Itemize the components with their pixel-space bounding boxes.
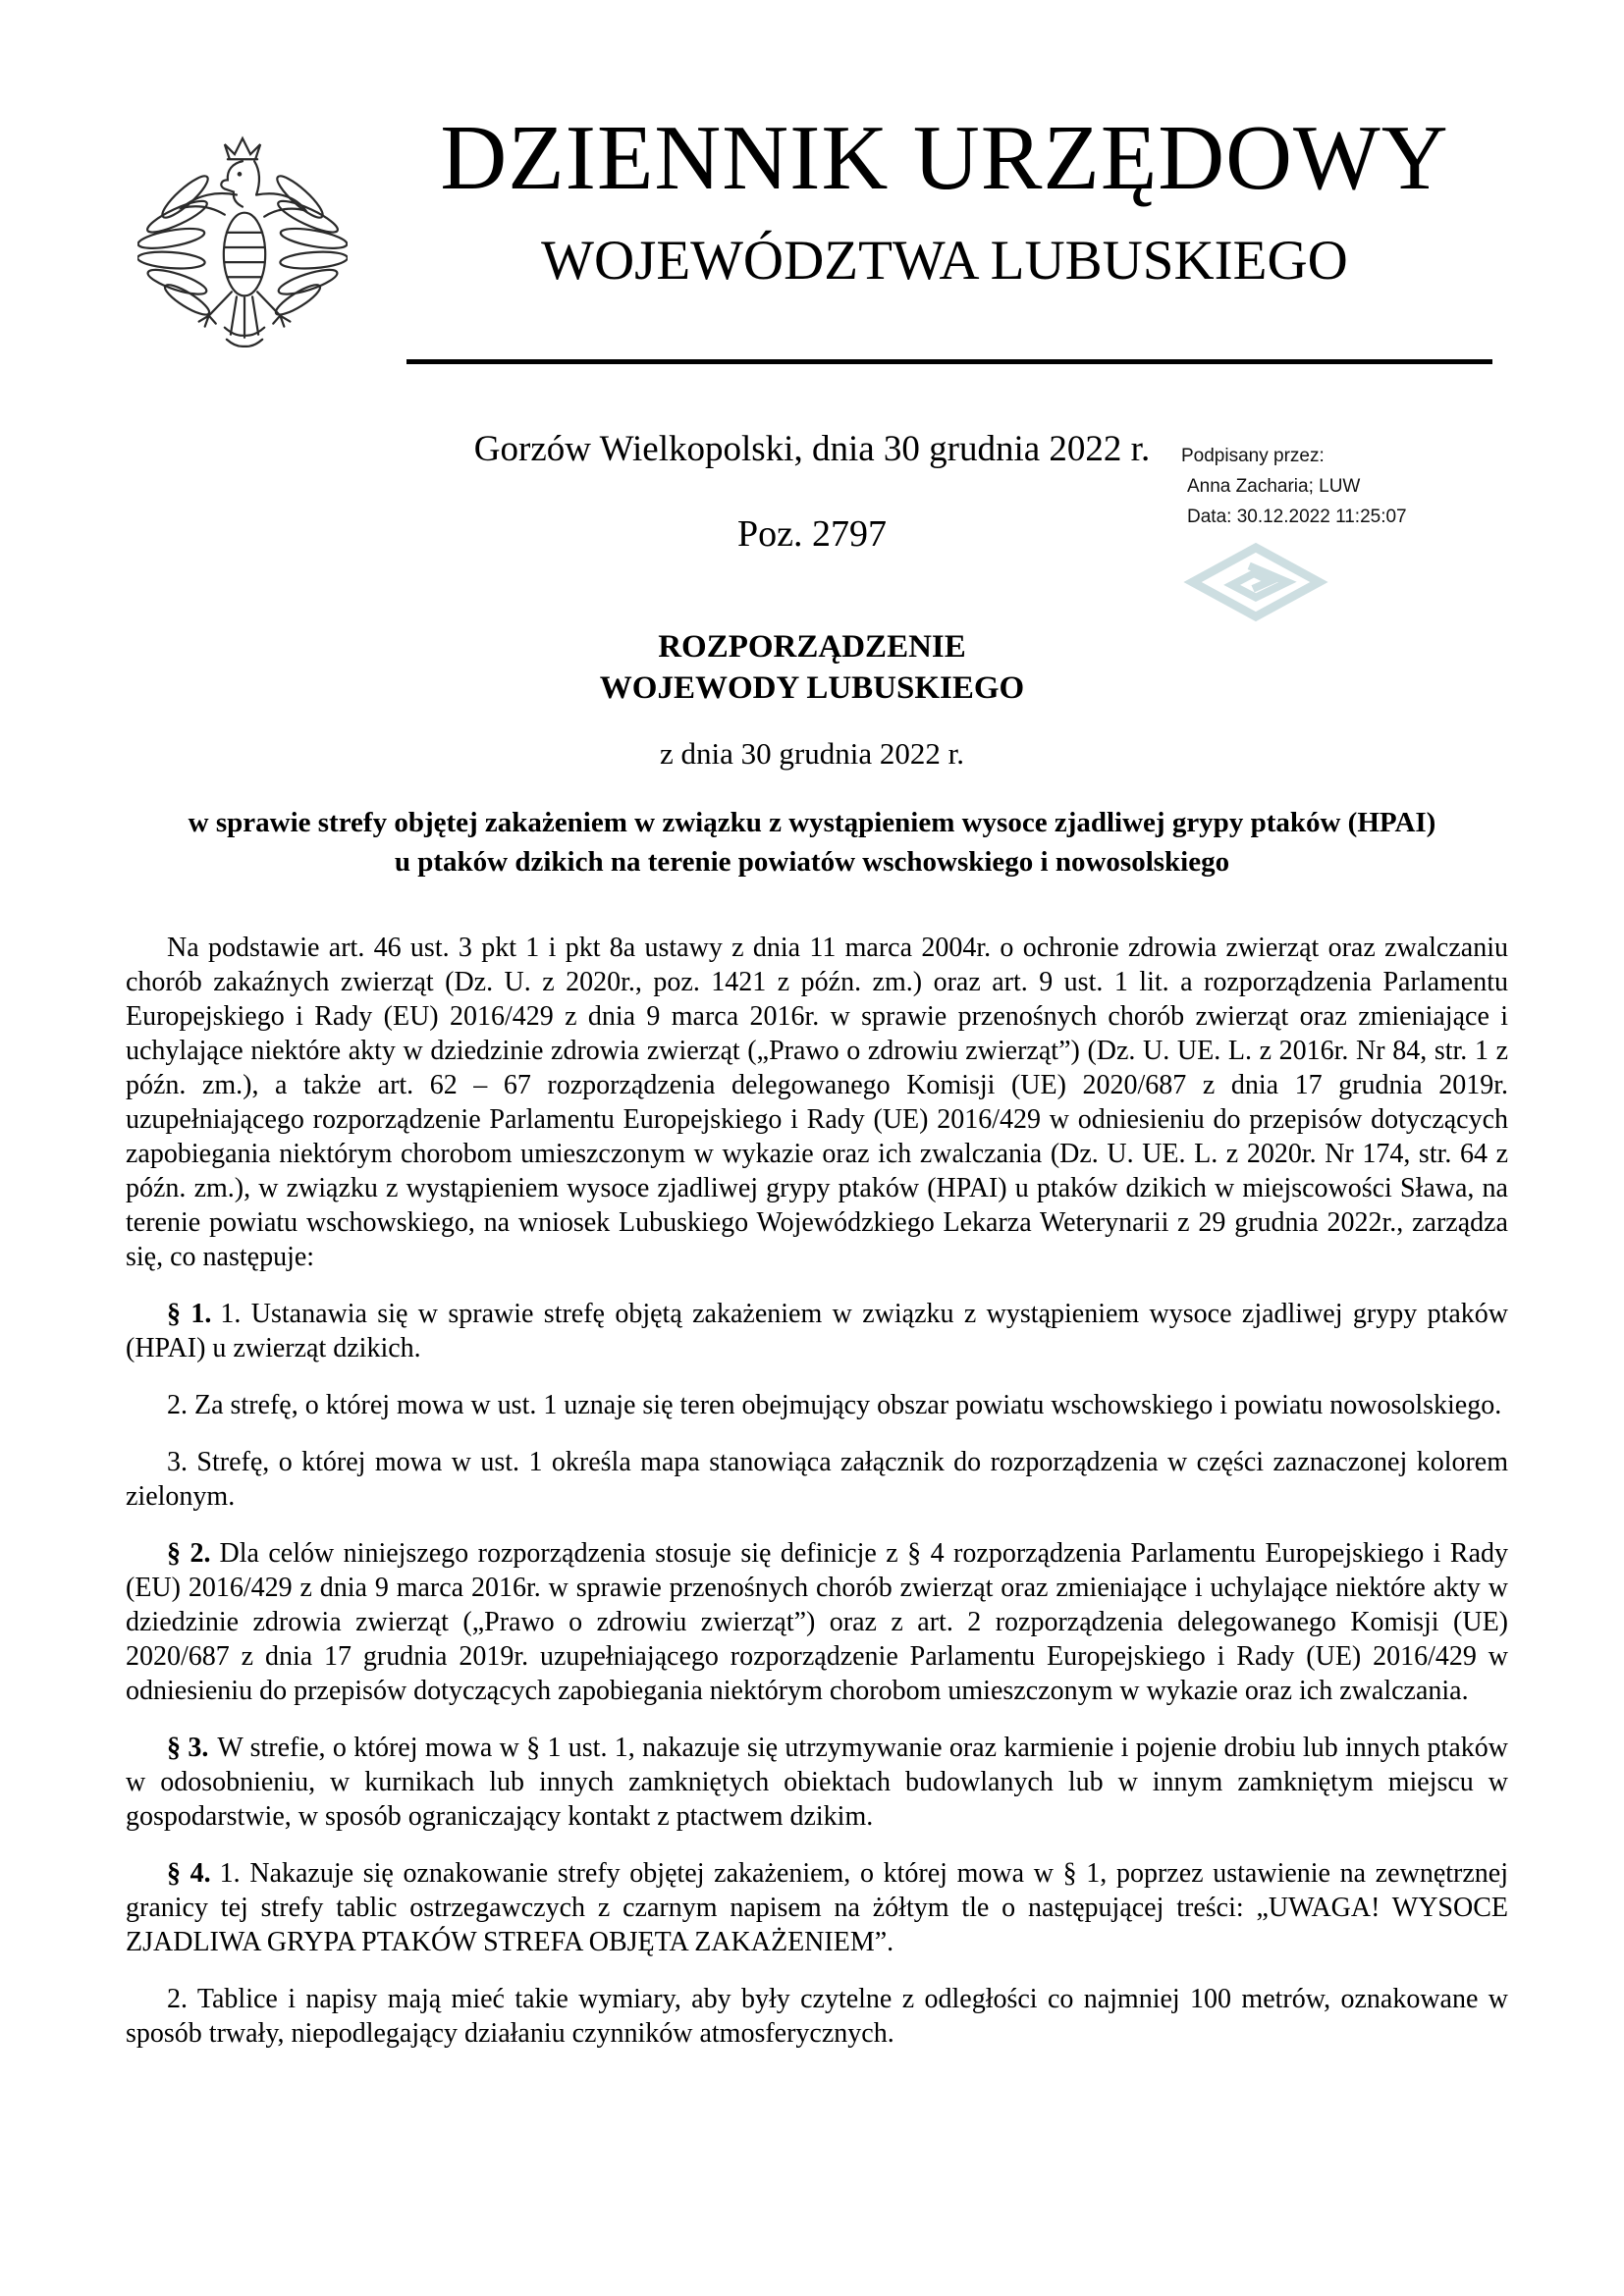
body-paragraph — [126, 1297, 1508, 1365]
journal-title: DZIENNIK URZĘDOWY — [440, 107, 1449, 209]
act-type — [0, 626, 1624, 709]
body-paragraph — [126, 1731, 1508, 1834]
section-marker: § 2. — [167, 1538, 211, 1569]
paragraph-text: 1. Ustanawia się w sprawie strefę objętą zakażeniem w związku z wystąpieniem wysoce zjadliwej grypy ptaków (HPAI) u zwierząt dzikich. — [126, 1299, 1509, 1363]
section-marker: § 3. — [167, 1733, 209, 1763]
masthead-rule — [406, 359, 1492, 364]
body-paragraph — [126, 1388, 1508, 1422]
act-date: z dnia 30 grudnia 2022 r. — [660, 736, 964, 771]
paragraph-text: Na podstawie art. 46 ust. 3 pkt 1 i pkt 8a ustawy z dnia 11 marca 2004r. o ochronie zdrowia zwierząt oraz zwalczaniu chorób zakaźnych zwierząt (Dz. U. z 2020r., poz. 1421 z późn. zm.) oraz art. 9 ust. 1 lit. a rozporządzenia Parlamentu Europejskiego i Rady (EU) 2016/429 z dnia 9 marca 2016r. w sprawie przenośnych chorób zwierząt oraz zmieniające i uchylające niektóre akty w dziedzinie zdrowia zwierząt („Prawo o zdrowiu zwierząt”) (Dz. U. UE. L. z 2016r. Nr 84, str. 1 z późn. zm.), a także art. 62 – 67 rozporządzenia delegowanego Komisji (UE) 2020/687 z dnia 17 grudnia 2019r. uzupełniającego rozporządzenie Parlamentu Europejskiego i Rady (UE) 2016/429 w odniesieniu do przepisów dotyczących zapobiegania niektórym chorobom umieszczonym w wykazie oraz ich zwalczania (Dz. U. UE. L. z 2020r. Nr 174, str. 64 z późn. zm.), w związku z wystąpieniem wysoce zjadliwej grypy ptaków (HPAI) u ptaków dzikich w miejscowości Sława, na terenie powiatu wschowskiego, na wniosek Lubuskiego Wojewódzkiego Lekarza Weterynarii z 29 grudnia 2022r., zarządza się, co następuje: — [126, 933, 1508, 1272]
signer-name: Anna Zacharia; LUW — [1187, 476, 1361, 497]
masthead — [391, 107, 1498, 292]
journal-subtitle: WOJEWÓDZTWA LUBUSKIEGO — [541, 229, 1348, 292]
act-subject-line1: w sprawie strefy objętej zakażeniem w związku z wystąpieniem wysoce zjadliwej grypy ptaków (HPAI) — [188, 807, 1436, 838]
act-type-line1: ROZPORZĄDZENIE — [658, 629, 966, 665]
paragraph-text: 3. Strefę, o której mowa w ust. 1 określa mapa stanowiąca załącznik do rozporządzenia w części zaznaczonej kolorem zielonym. — [126, 1447, 1508, 1512]
body-paragraph — [126, 931, 1508, 1274]
place-date-line: Gorzów Wielkopolski, dnia 30 grudnia 2022 r. — [473, 429, 1151, 469]
section-marker: § 1. — [167, 1299, 212, 1329]
polish-eagle-emblem-icon — [137, 133, 348, 369]
body-paragraph — [126, 1536, 1508, 1708]
signature-date: Data: 30.12.2022 11:25:07 — [1187, 507, 1407, 527]
act-subject-line2: u ptaków dzikich na terenie powiatów wschowskiego i nowosolskiego — [394, 846, 1230, 878]
act-body — [126, 931, 1508, 2073]
signed-by-label: Podpisany przez: — [1181, 446, 1325, 466]
paragraph-text: 2. Za strefę, o której mowa w ust. 1 uznaje się teren obejmujący obszar powiatu wschowskiego i powiatu nowosolskiego. — [167, 1390, 1502, 1420]
paragraph-text: 2. Tablice i napisy mają mieć takie wymiary, aby były czytelne z odległości co najmniej 100 metrów, oznakowane w sposób trwały, niepodlegający działaniu czynników atmosferycznych. — [126, 1984, 1508, 2049]
paragraph-text: 1. Nakazuje się oznakowanie strefy objętej zakażeniem, o której mowa w § 1, poprzez ustawienie na zewnętrznej granicy tej strefy tablic ostrzegawczych z czarnym napisem na żółtym tle o następującej treści: „UWAGA! WYSOCE ZJADLIWA GRYPA PTAKÓW STREFA OBJĘTA ZAKAŻENIEM”. — [126, 1858, 1508, 1957]
act-subject — [118, 803, 1506, 881]
act-type-line2: WOJEWODY LUBUSKIEGO — [599, 670, 1025, 706]
paragraph-text: Dla celów niniejszego rozporządzenia stosuje się definicje z § 4 rozporządzenia Parlamentu Europejskiego i Rady (EU) 2016/429 z dnia 9 marca 2016r. w sprawie przenośnych chorób zwierząt oraz zmieniające i uchylające niektóre akty w dziedzinie zdrowia zwierząt („Prawo o zdrowiu zwierząt”) oraz z art. 2 rozporządzenia delegowanego Komisji (UE) 2020/687 z dnia 17 grudnia 2019r. uzupełniającego rozporządzenie Parlamentu Europejskiego i Rady (UE) 2016/429 w odniesieniu do przepisów dotyczących zapobiegania niektórym chorobom umieszczonym w wykazie oraz ich zwalczania. — [126, 1538, 1509, 1706]
body-paragraph — [126, 1445, 1508, 1514]
position-number: Poz. 2797 — [737, 513, 887, 555]
body-paragraph — [126, 1856, 1508, 1959]
section-marker: § 4. — [167, 1858, 211, 1889]
body-paragraph — [126, 1982, 1508, 2051]
paragraph-text: W strefie, o której mowa w § 1 ust. 1, nakazuje się utrzymywanie oraz karmienie i pojenie drobiu lub innych ptaków w odosobnieniu, w kurnikach lub innych zamkniętych obiektach budowlanych lub w innym zamkniętym miejscu w gospodarstwie, w sposób ograniczający kontakt z ptactwem dzikim. — [126, 1733, 1508, 1832]
